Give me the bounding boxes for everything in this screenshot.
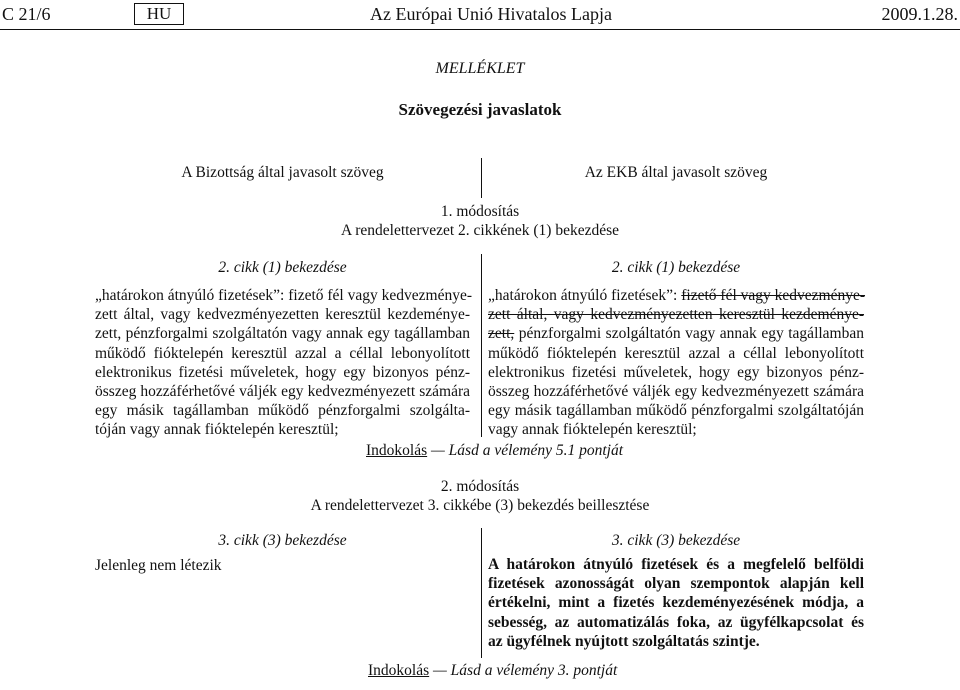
text-line [488,286,864,305]
deleted-text: zett által, vagy kedvezményezetten keresztül kezdeménye- [488,306,864,324]
justification-text: — Lásd a vélemény 5.1 pontját [427,442,624,459]
text-line: összeg hozzáférhetővé váljék egy kedvezményezett számára [488,382,864,400]
text-line: „határokon átnyúló fizetések”: fizető fél vagy kedvezménye- [95,287,472,304]
text-line: A határokon átnyúló fizetések és a megfelelő belföldi [488,556,864,573]
plain-text: pénzforgalmi szolgáltatón vagy annak egy tagállamban [514,325,864,343]
annex-label: MELLÉKLET [435,60,525,77]
column-heading-ecb: Az EKB által javasolt szöveg [584,164,768,181]
deleted-text: zett, [488,325,515,343]
justification-label: Indokolás [366,442,428,459]
text-line: működő fióktelepén keresztül azzal a céllal lebonyolított [95,344,470,362]
text-line: működő fióktelepén keresztül azzal a céllal lebonyolított [488,344,864,362]
text-line: összeg hozzáférhetővé váljék egy kedvezményezett számára [95,382,470,400]
column-heading-commission: A Bizottság által javasolt szöveg [181,164,384,181]
justification-label: Indokolás [368,662,430,679]
text-line: fizetések azonosságát olyan szempontok alapján kell [488,575,864,593]
column-divider [481,254,482,437]
text-line: egy másik tagállamban működő pénzforgalmi szolgáltatóján [488,402,864,420]
article-heading-left: 2. cikk (1) bekezdése [218,259,347,276]
language-code: HU [146,4,172,23]
amendment-reference: A rendelettervezet 3. cikkébe (3) bekezdés beillesztése [310,497,650,514]
document-title: Szövegezési javaslatok [398,100,562,119]
plain-text: „határokon átnyúló fizetések”: [488,287,682,304]
commission-text [95,286,470,440]
article-heading-left: 3. cikk (3) bekezdése [218,532,347,549]
journal-title: Az Európai Unió Hivatalos Lapja [370,4,612,24]
amendment-number: 2. módosítás [440,478,520,495]
justification [366,442,623,460]
text-line: zett, pénzforgalmi szolgáltatón vagy annak egy tagállamban [95,325,470,343]
deleted-text: fizető fél vagy kedvezménye- [681,287,866,304]
text-line: elektronikus fizetési műveletek, hogy egy bizonyos pénz- [488,363,864,381]
column-divider [481,528,482,658]
text-line [488,324,864,343]
justification-text: — Lásd a vélemény 3. pontját [429,662,618,679]
text-line: egy másik tagállamban működő pénzforgalmi szolgálta- [95,402,470,420]
text-line: tóján vagy annak fióktelepén keresztül; [95,421,339,439]
ecb-inserted-text [488,555,864,651]
text-line: az ügyfélnek nyújtott szolgáltatás szintje. [488,632,760,650]
language-code-box [134,3,184,25]
justification [368,662,617,680]
ecb-text [488,286,864,440]
text-line: sebesség, az automatizálás foka, az ügyfélkapcsolat és [488,613,864,631]
amendment-reference: A rendelettervezet 2. cikkének (1) bekezdése [341,222,619,239]
amendment-number: 1. módosítás [440,203,520,220]
header-rule [0,29,960,30]
text-line: értékelni, mint a fizetés kezdeményezésének módja, a [488,594,864,612]
article-heading-right: 3. cikk (3) bekezdése [611,532,741,549]
article-heading-right: 2. cikk (1) bekezdése [611,259,741,276]
text-line: vagy annak fióktelepén keresztül; [488,421,697,439]
publication-date: 2009.1.28. [881,4,958,24]
text-line: zett által, vagy kedvezményezetten keresztül kezdeménye- [95,306,470,324]
column-divider [481,158,482,198]
commission-text: Jelenleg nem létezik [95,557,222,574]
text-line: elektronikus fizetési műveletek, hogy egy bizonyos pénz- [95,363,470,381]
page-reference: C 21/6 [2,4,51,24]
